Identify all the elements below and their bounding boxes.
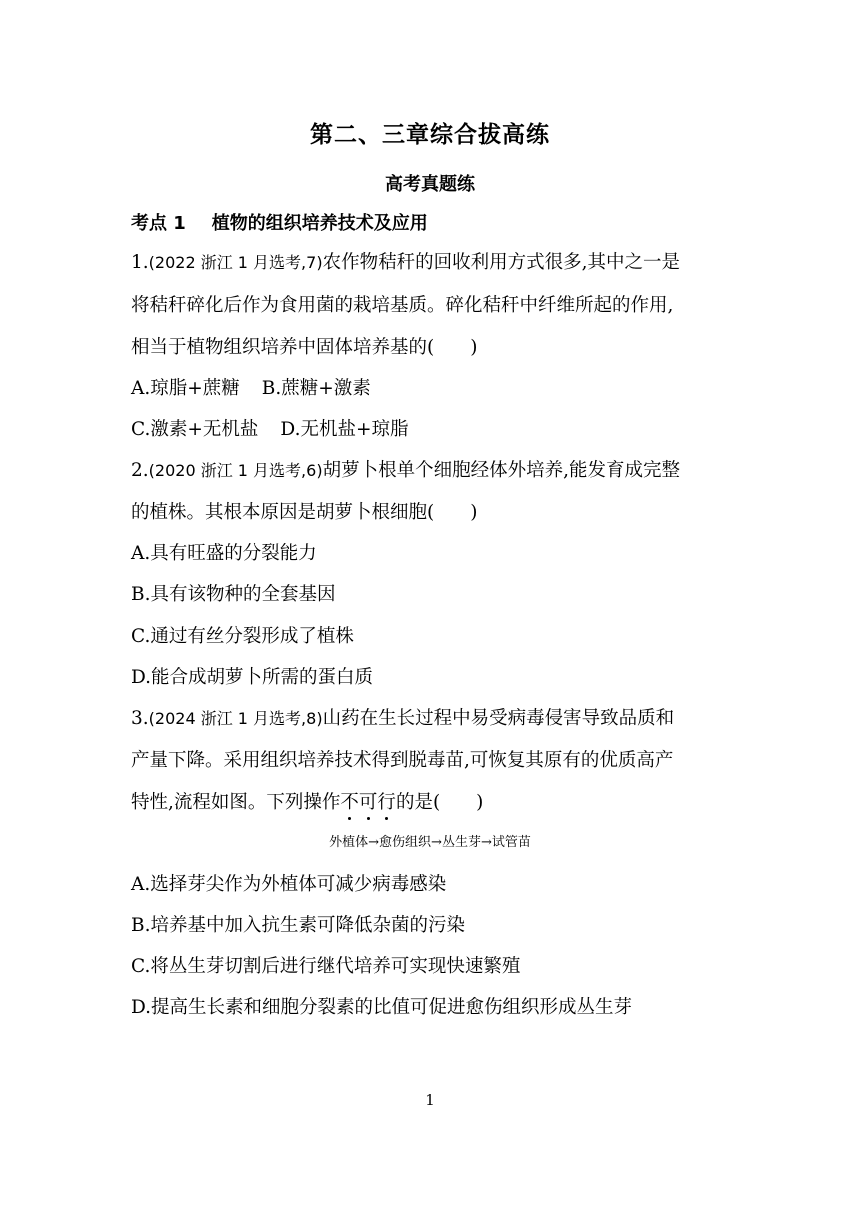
q1-line-3: [131, 336, 477, 360]
q3-stem-3: 特性,流程如图。下列操作: [131, 792, 341, 813]
q3-flowchart: 外植体→愈伤组织→丛生芽→试管苗: [329, 835, 531, 850]
page-number: 1: [425, 1091, 435, 1109]
q1-source: (2022 浙江 1 月选考,7): [148, 253, 323, 272]
q2-stem-1: 胡萝卜根单个细胞经体外培养,能发育成完整: [322, 460, 680, 481]
q3-stem-3b: 的是(: [395, 792, 441, 813]
q3-close-paren: ): [476, 792, 484, 813]
q2-stem-2: 的植株。其根本原因是胡萝卜根细胞(: [131, 502, 435, 523]
q1-line-1: [131, 251, 680, 275]
q2-source: (2020 浙江 1 月选考,6): [148, 461, 323, 480]
q1-line-2: 将秸秆碎化后作为食用菌的栽培基质。碎化秸秆中纤维所起的作用,: [131, 295, 674, 316]
q3-line-1: [131, 707, 674, 731]
q3-option-a: A.选择芽尖作为外植体可减少病毒感染: [131, 874, 447, 895]
page-subtitle: 高考真题练: [385, 174, 475, 195]
q3-option-b: B.培养基中加入抗生素可降低杂菌的污染: [131, 915, 465, 936]
q3-source: (2024 浙江 1 月选考,8): [148, 709, 323, 728]
q3-stem-1: 山药在生长过程中易受病毒侵害导致品质和: [322, 708, 675, 729]
q1-number: 1.: [131, 252, 149, 273]
q1-option-b: B.蔗糖+激素: [261, 378, 371, 399]
q2-line-1: [131, 459, 680, 483]
q1-option-c: C.激素+无机盐: [131, 419, 259, 440]
q3-line-2: 产量下降。采用组织培养技术得到脱毒苗,可恢复其原有的优质高产: [131, 750, 674, 771]
q2-option-b: B.具有该物种的全套基因: [131, 584, 336, 605]
q2-option-c: C.通过有丝分裂形成了植株: [131, 626, 354, 647]
q1-stem-1: 农作物秸秆的回收利用方式很多,其中之一是: [322, 252, 680, 273]
q3-number: 3.: [131, 708, 149, 729]
q1-option-a: A.琼脂+蔗糖: [131, 378, 240, 399]
q3-emphasis-2: 可: [358, 792, 378, 813]
section-heading: [131, 209, 428, 235]
q2-close-paren: ): [470, 502, 478, 523]
section-label: 考点 1: [131, 213, 186, 234]
q1-options-row-1: [131, 377, 371, 401]
q2-number: 2.: [131, 460, 149, 481]
q3-line-3: [131, 791, 483, 815]
q3-emphasis-1: 不: [340, 792, 359, 813]
q2-line-2: [131, 501, 477, 525]
q3-emphasis-3: 行: [377, 792, 396, 813]
q2-option-a: A.具有旺盛的分裂能力: [131, 543, 317, 564]
q3-option-d: D.提高生长素和细胞分裂素的比值可促进愈伤组织形成丛生芽: [131, 997, 633, 1018]
q1-options-row-2: [131, 418, 408, 442]
q1-option-d: D.无机盐+琼脂: [280, 419, 409, 440]
q3-option-c: C.将丛生芽切割后进行继代培养可实现快速繁殖: [131, 956, 521, 977]
page-title: 第二、三章综合拔高练: [310, 122, 550, 148]
q1-stem-3: 相当于植物组织培养中固体培养基的(: [131, 337, 435, 358]
section-text: 植物的组织培养技术及应用: [211, 213, 428, 234]
q1-close-paren: ): [470, 337, 478, 358]
q2-option-d: D.能合成胡萝卜所需的蛋白质: [131, 667, 374, 688]
